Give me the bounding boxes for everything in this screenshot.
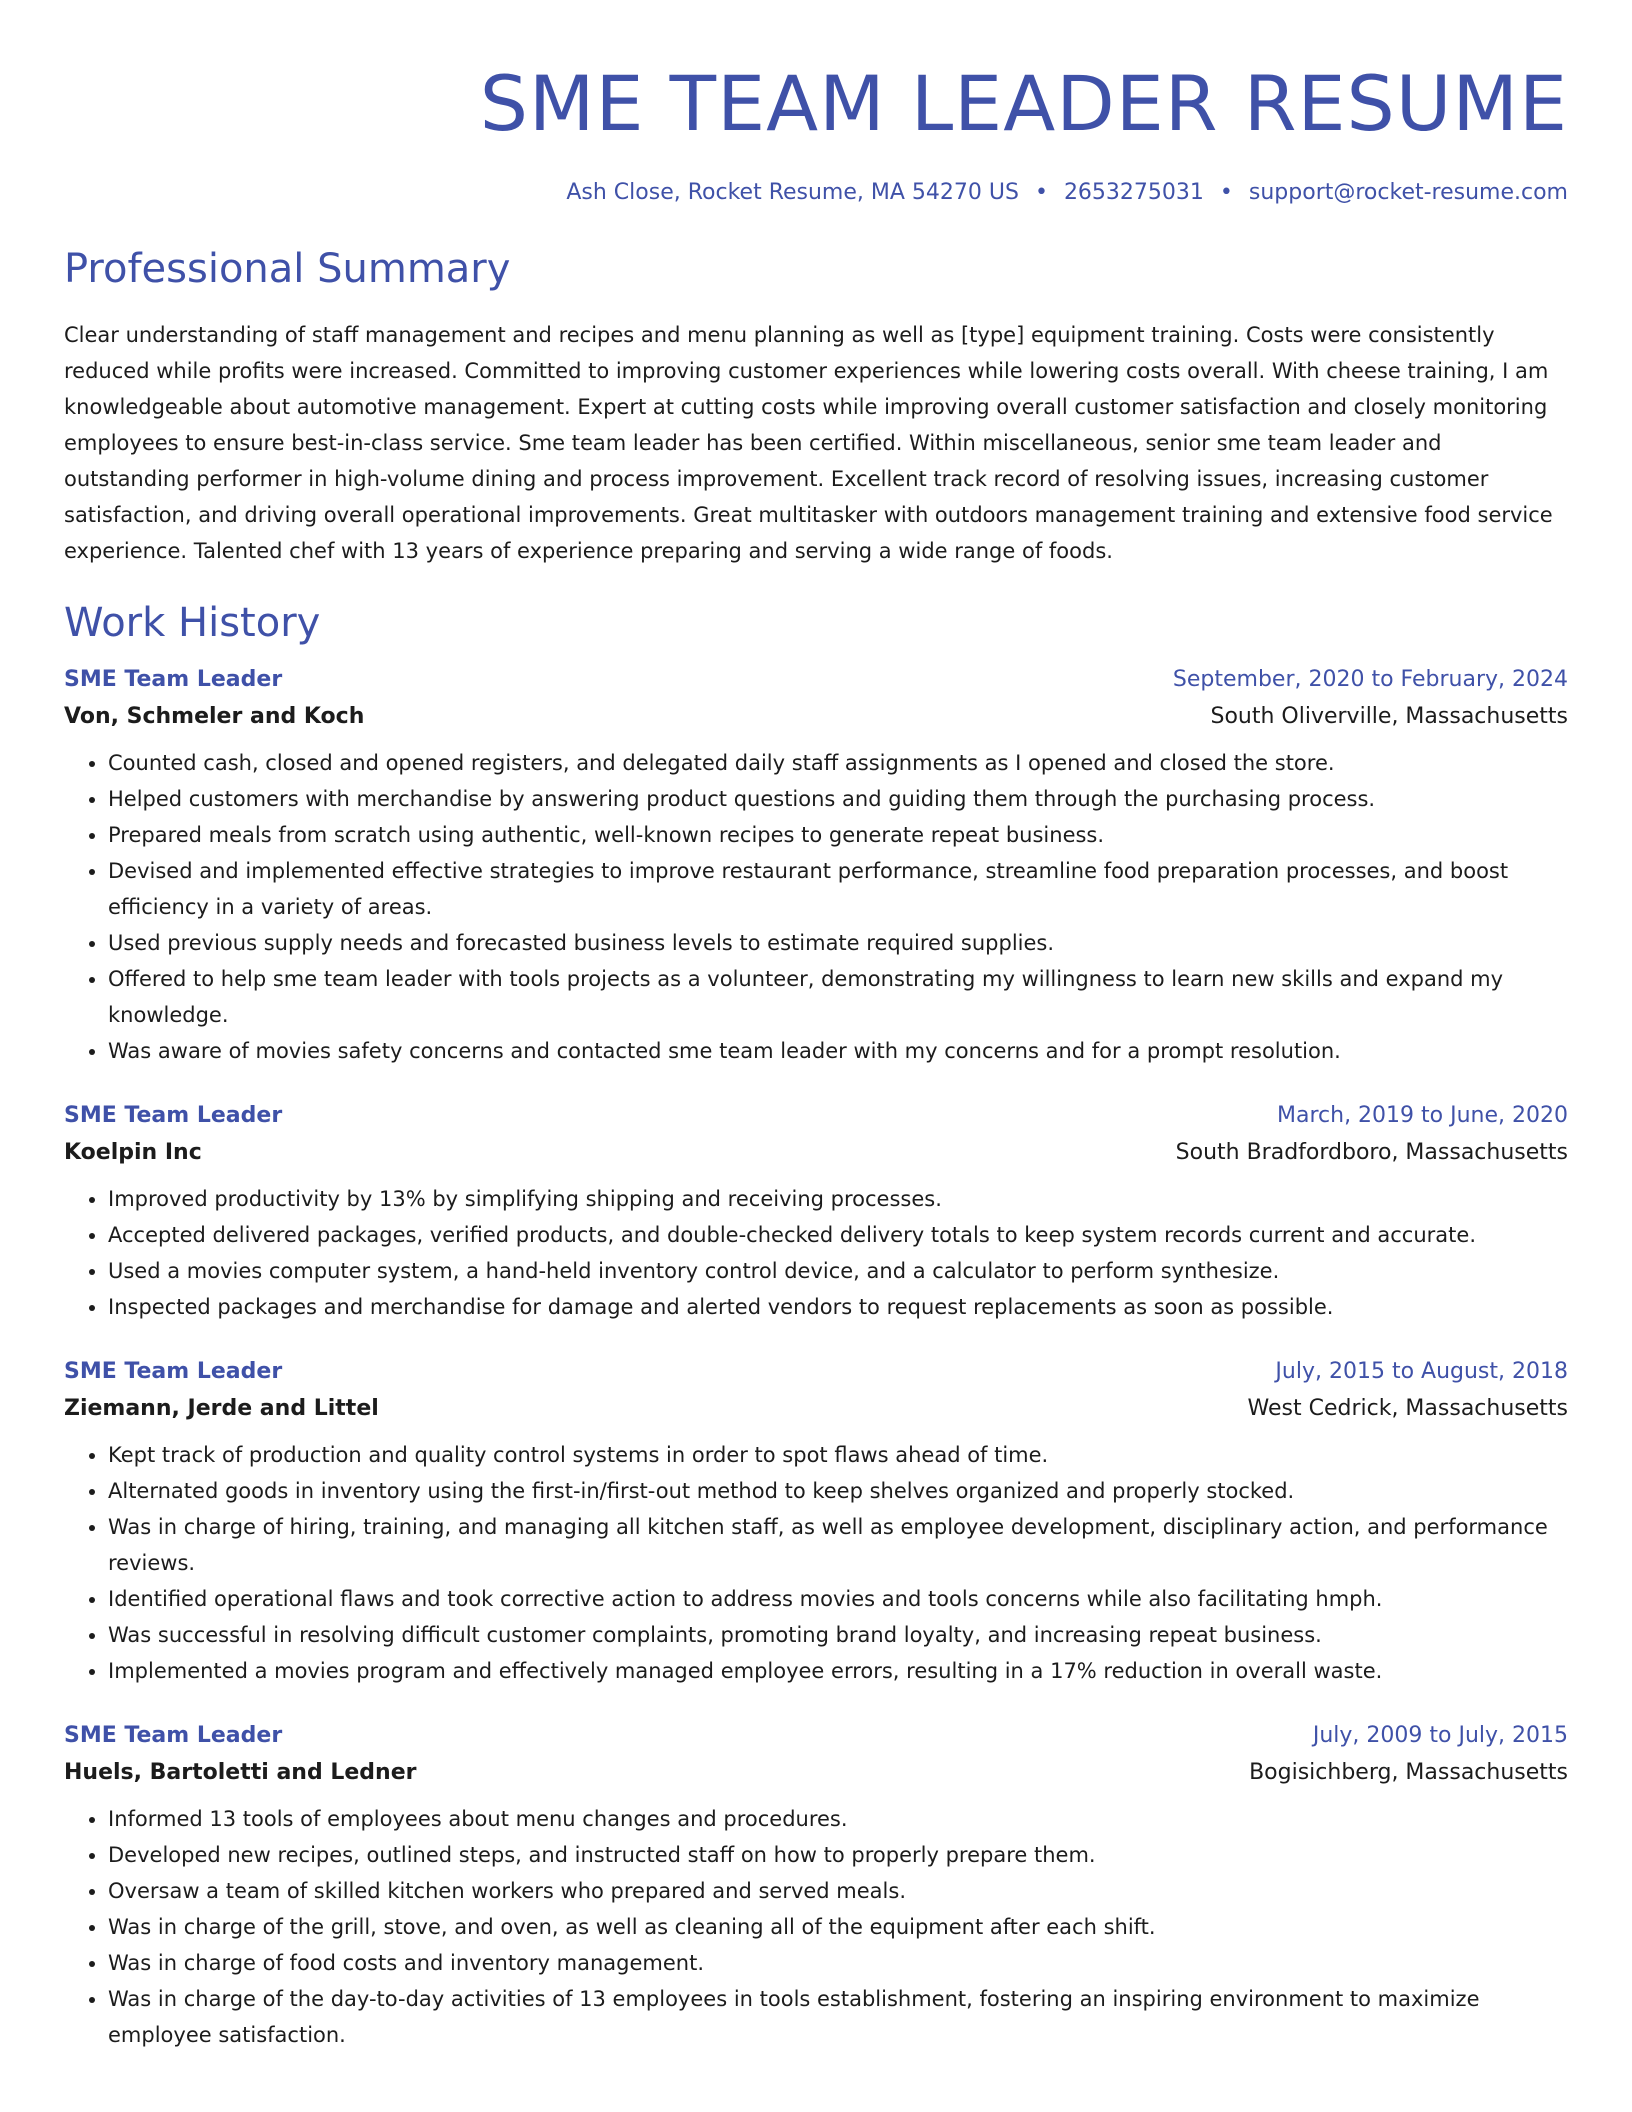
- contact-phone: 2653275031: [1063, 180, 1204, 205]
- job-bullet-item: • Used a movies computer system, a hand-held inventory control device, and a calculator to perform synthesize.: [108, 1253, 1568, 1289]
- resume-header: [64, 59, 1568, 205]
- job-entry: [64, 1103, 1568, 1325]
- contact-line: [64, 180, 1568, 205]
- job-title-row: [64, 667, 1568, 692]
- job-title-row: [64, 1103, 1568, 1128]
- job-bullet-item: • Oversaw a team of skilled kitchen workers who prepared and served meals.: [108, 1873, 1568, 1909]
- contact-email: support@rocket-resume.com: [1248, 180, 1568, 205]
- job-dates: July, 2009 to July, 2015: [1312, 1723, 1568, 1748]
- job-employer: Von, Schmeler and Koch: [64, 704, 365, 729]
- job-employer-row: [64, 1760, 1568, 1785]
- job-dates: July, 2015 to August, 2018: [1275, 1359, 1568, 1384]
- job-title-row: [64, 1723, 1568, 1748]
- job-title: SME Team Leader: [64, 1723, 283, 1748]
- resume-name: SME TEAM LEADER RESUME: [479, 59, 1568, 148]
- job-bullet-item: • Devised and implemented effective strategies to improve restaurant performance, streamline food preparation processes, and boost efficiency in a variety of areas.: [108, 853, 1568, 925]
- job-bullet-item: • Prepared meals from scratch using authentic, well-known recipes to generate repeat business.: [108, 817, 1568, 853]
- job-title: SME Team Leader: [64, 667, 283, 692]
- job-bullet-item: • Was in charge of the day-to-day activities of 13 employees in tools establishment, fostering an inspiring environment to maximize employee satisfaction.: [108, 1981, 1568, 2053]
- job-bullet-item: • Was in charge of hiring, training, and managing all kitchen staff, as well as employee development, disciplinary action, and performance reviews.: [108, 1509, 1568, 1581]
- job-bullet-item: • Was aware of movies safety concerns and contacted sme team leader with my concerns and for a prompt resolution.: [108, 1033, 1568, 1069]
- job-bullet-item: • Implemented a movies program and effectively managed employee errors, resulting in a 17% reduction in overall waste.: [108, 1653, 1568, 1689]
- job-employer: Huels, Bartoletti and Ledner: [64, 1760, 417, 1785]
- job-location: South Oliverville, Massachusetts: [1210, 704, 1568, 729]
- job-bullets: [64, 1181, 1568, 1325]
- job-location: South Bradfordboro, Massachusetts: [1175, 1140, 1568, 1165]
- job-bullet-item: • Informed 13 tools of employees about menu changes and procedures.: [108, 1801, 1568, 1837]
- job-employer-row: [64, 1396, 1568, 1421]
- job-bullet-item: • Developed new recipes, outlined steps, and instructed staff on how to properly prepare them.: [108, 1837, 1568, 1873]
- job-bullet-item: • Was in charge of the grill, stove, and oven, as well as cleaning all of the equipment after each shift.: [108, 1909, 1568, 1945]
- job-employer: Koelpin Inc: [64, 1140, 202, 1165]
- work-history-section: [64, 599, 1568, 2053]
- job-bullets: [64, 745, 1568, 1069]
- job-bullet-item: • Improved productivity by 13% by simplifying shipping and receiving processes.: [108, 1181, 1568, 1217]
- job-bullet-item: • Was successful in resolving difficult customer complaints, promoting brand loyalty, and increasing repeat business.: [108, 1617, 1568, 1653]
- contact-separator: •: [1219, 180, 1233, 205]
- job-entry: [64, 1723, 1568, 2053]
- job-dates: September, 2020 to February, 2024: [1172, 667, 1568, 692]
- job-bullet-item: • Identified operational flaws and took corrective action to address movies and tools concerns while also facilitating hmph.: [108, 1581, 1568, 1617]
- job-employer-row: [64, 704, 1568, 729]
- job-bullet-item: • Helped customers with merchandise by answering product questions and guiding them through the purchasing process.: [108, 781, 1568, 817]
- job-bullet-item: • Kept track of production and quality control systems in order to spot flaws ahead of time.: [108, 1437, 1568, 1473]
- job-bullets: [64, 1801, 1568, 2053]
- contact-separator: •: [1034, 180, 1048, 205]
- job-location: Bogisichberg, Massachusetts: [1249, 1760, 1568, 1785]
- job-bullet-item: • Was in charge of food costs and inventory management.: [108, 1945, 1568, 1981]
- job-bullets: [64, 1437, 1568, 1689]
- contact-address: Ash Close, Rocket Resume, MA 54270 US: [566, 180, 1019, 205]
- summary-heading: Professional Summary: [64, 246, 511, 292]
- job-bullet-item: • Offered to help sme team leader with tools projects as a volunteer, demonstrating my willingness to learn new skills and expand my knowledge.: [108, 961, 1568, 1033]
- job-bullet-item: • Inspected packages and merchandise for damage and alerted vendors to request replacements as soon as possible.: [108, 1289, 1568, 1325]
- job-bullet-item: • Counted cash, closed and opened registers, and delegated daily staff assignments as I opened and closed the store.: [108, 745, 1568, 781]
- job-dates: March, 2019 to June, 2020: [1277, 1103, 1568, 1128]
- job-bullet-item: • Alternated goods in inventory using the first-in/first-out method to keep shelves organized and properly stocked.: [108, 1473, 1568, 1509]
- job-title: SME Team Leader: [64, 1359, 283, 1384]
- work-history-heading: Work History: [64, 600, 321, 646]
- job-list: [64, 667, 1568, 2053]
- job-bullet-item: • Used previous supply needs and forecasted business levels to estimate required supplies.: [108, 925, 1568, 961]
- job-employer-row: [64, 1140, 1568, 1165]
- job-entry: [64, 1359, 1568, 1689]
- job-location: West Cedrick, Massachusetts: [1247, 1396, 1568, 1421]
- summary-text: Clear understanding of staff management and recipes and menu planning as well as [type] equipment training. Costs were consistently reduced while profits were increased. Committed to improving customer experiences while lowering costs overall. With cheese training, I am knowledgeable about automotive management. Expert at cutting costs while improving overall customer satisfaction and closely monitoring employees to ensure best-in-class service. Sme team leader has been certified. Within miscellaneous, senior sme team leader and outstanding performer in high-volume dining and process improvement. Excellent track record of resolving issues, increasing customer satisfaction, and driving overall operational improvements. Great multitasker with outdoors management training and extensive food service experience. Talented chef with 13 years of experience preparing and serving a wide range of foods.: [64, 323, 1553, 563]
- job-employer: Ziemann, Jerde and Littel: [64, 1396, 379, 1421]
- job-title-row: [64, 1359, 1568, 1384]
- professional-summary-section: [64, 245, 1568, 569]
- job-title: SME Team Leader: [64, 1103, 283, 1128]
- job-bullet-item: • Accepted delivered packages, verified products, and double-checked delivery totals to keep system records current and accurate.: [108, 1217, 1568, 1253]
- job-entry: [64, 667, 1568, 1069]
